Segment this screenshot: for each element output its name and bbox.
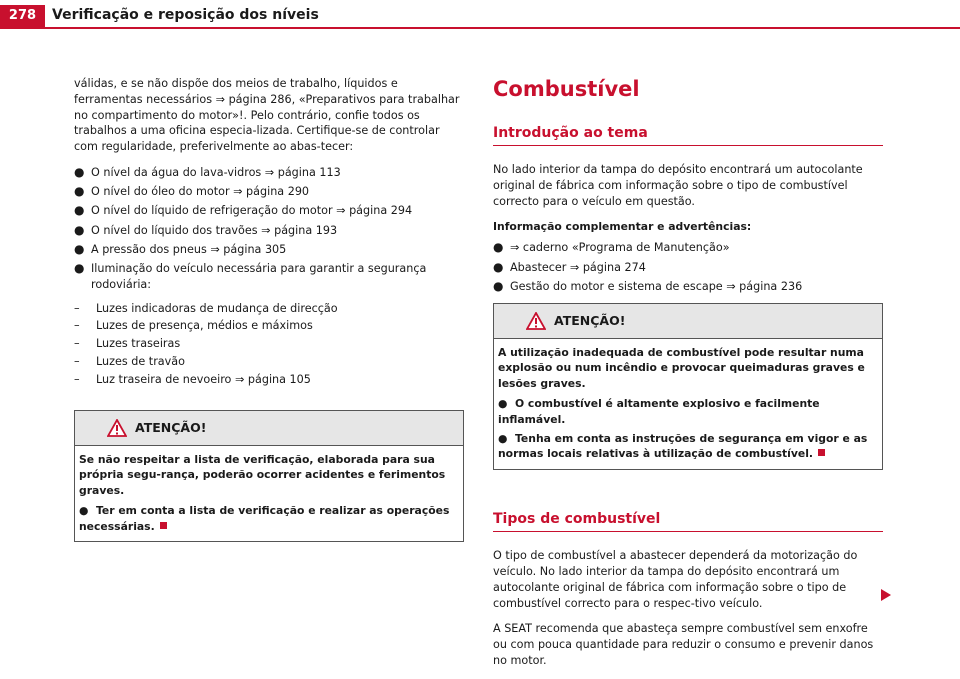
bullet-icon: ●: [493, 259, 504, 274]
next-page-arrow-icon[interactable]: [880, 589, 892, 601]
warning-header: [494, 304, 882, 339]
subsection-heading-1: [493, 124, 883, 146]
lights-list: [74, 301, 464, 388]
list-item: ● A pressão dos pneus ⇒ página 305: [74, 241, 287, 256]
warning-box: [493, 303, 883, 471]
warning-text: A utilização inadequada de combustível pode resultar numa explosão ou num incêndio e provocar queimaduras graves e lesões graves.: [498, 345, 865, 391]
bullet-icon: ●: [74, 184, 85, 199]
bullet-icon: ●: [79, 503, 89, 517]
section-title: Combustível: [493, 77, 640, 101]
subsection-title: Tipos de combustível: [493, 511, 661, 528]
bullet-icon: ●: [498, 396, 508, 410]
warning-triangle-icon: [107, 419, 127, 437]
subsection-title: Introdução ao tema: [493, 125, 648, 141]
bullet-icon: ●: [74, 222, 85, 237]
warning-bullet: ● Tenha em conta as instruções de segurança em vigor e as normas locais relativas à utilização de combustível.: [498, 431, 868, 461]
warning-title: ATENÇÃO!: [554, 313, 626, 329]
header-rule: [0, 27, 960, 29]
warning-bullet: ● O combustível é altamente explosivo e facilmente inflamável.: [498, 396, 820, 426]
list-item: ● O nível do óleo do motor ⇒ página 290: [74, 184, 310, 199]
list-item: – Luz traseira de nevoeiro ⇒ página 105: [74, 372, 311, 386]
bullet-icon: ●: [493, 240, 504, 255]
page-header: [0, 0, 960, 30]
intro-paragraph: válidas, e se não dispõe dos meios de trabalho, líquidos e ferramentas necessários ⇒ página 286, «Preparativos para trabalhar no compartimento do motor»!. Pelo contrário, confie todos os trabalhos a uma oficina especia-lizada. Certifique-se de controlar com regularidade, preferivelmente ao abas-tecer:: [74, 77, 460, 154]
bullet-icon: ●: [493, 278, 504, 293]
warning-text: Se não respeitar a lista de verificação, elaborada para sua própria segu-rança, poderão ocorrer acidentes e ferimentos graves.: [79, 452, 446, 498]
info-heading: Informação complementar e advertências:: [493, 220, 752, 234]
list-item: – Luzes indicadoras de mudança de direcção: [74, 301, 338, 315]
warning-triangle-icon: [526, 312, 546, 330]
list-item: ● Iluminação do veículo necessária para garantir a segurança rodoviária:: [74, 260, 427, 291]
left-column: [74, 76, 464, 542]
intro-text: No lado interior da tampa do depósito encontrará um autocolante original de fábrica com informação sobre o tipo de combustível correcto para o veículo em questão.: [493, 163, 863, 208]
warning-title: ATENÇÃO!: [135, 420, 207, 435]
list-item: ● Abastecer ⇒ página 274: [493, 259, 646, 274]
running-title: Verificação e reposição dos níveis: [52, 7, 319, 23]
warning-header: [75, 411, 463, 446]
list-item: ● O nível da água do lava-vidros ⇒ página 113: [74, 164, 341, 179]
list-item: – Luzes de presença, médios e máximos: [74, 319, 313, 333]
end-of-section-icon: [818, 449, 825, 456]
list-item: – Luzes de travão: [74, 354, 185, 368]
bullet-icon: ●: [74, 164, 85, 179]
list-item: ● ⇒ caderno «Programa de Manutenção»: [493, 240, 730, 255]
list-item: – Luzes traseiras: [74, 337, 181, 351]
list-item: ● O nível do líquido de refrigeração do motor ⇒ página 294: [74, 203, 413, 218]
bullet-icon: ●: [74, 241, 85, 256]
bullet-icon: ●: [74, 203, 85, 218]
bullet-icon: ●: [74, 260, 85, 275]
info-list: [493, 240, 883, 294]
fuel-type-paragraph: O tipo de combustível a abastecer dependerá da motorização do veículo. No lado interior da tampa do depósito encontrará um autocolante original de fábrica com informação sobre o tipo de combustível correcto para o respec-tivo veículo.: [493, 549, 858, 610]
end-of-section-icon: [160, 522, 167, 529]
right-column: [493, 76, 883, 679]
list-item: ● O nível do líquido dos travões ⇒ página 193: [74, 222, 338, 237]
page-number: 278: [0, 5, 45, 27]
list-item: ● Gestão do motor e sistema de escape ⇒ página 236: [493, 278, 803, 293]
warning-bullet: ● Ter em conta a lista de verificação e realizar as operações necessárias.: [79, 503, 450, 533]
warning-box: [74, 410, 464, 543]
warning-body: [75, 446, 463, 542]
subsection-heading-2: [493, 510, 883, 532]
seat-recommendation-paragraph: A SEAT recomenda que abasteça sempre combustível sem enxofre ou com pouca quantidade para reduzir o consumo e prevenir danos no motor.: [493, 622, 874, 667]
bullet-icon: ●: [498, 431, 508, 445]
checklist: [74, 165, 464, 293]
warning-body: [494, 339, 882, 470]
